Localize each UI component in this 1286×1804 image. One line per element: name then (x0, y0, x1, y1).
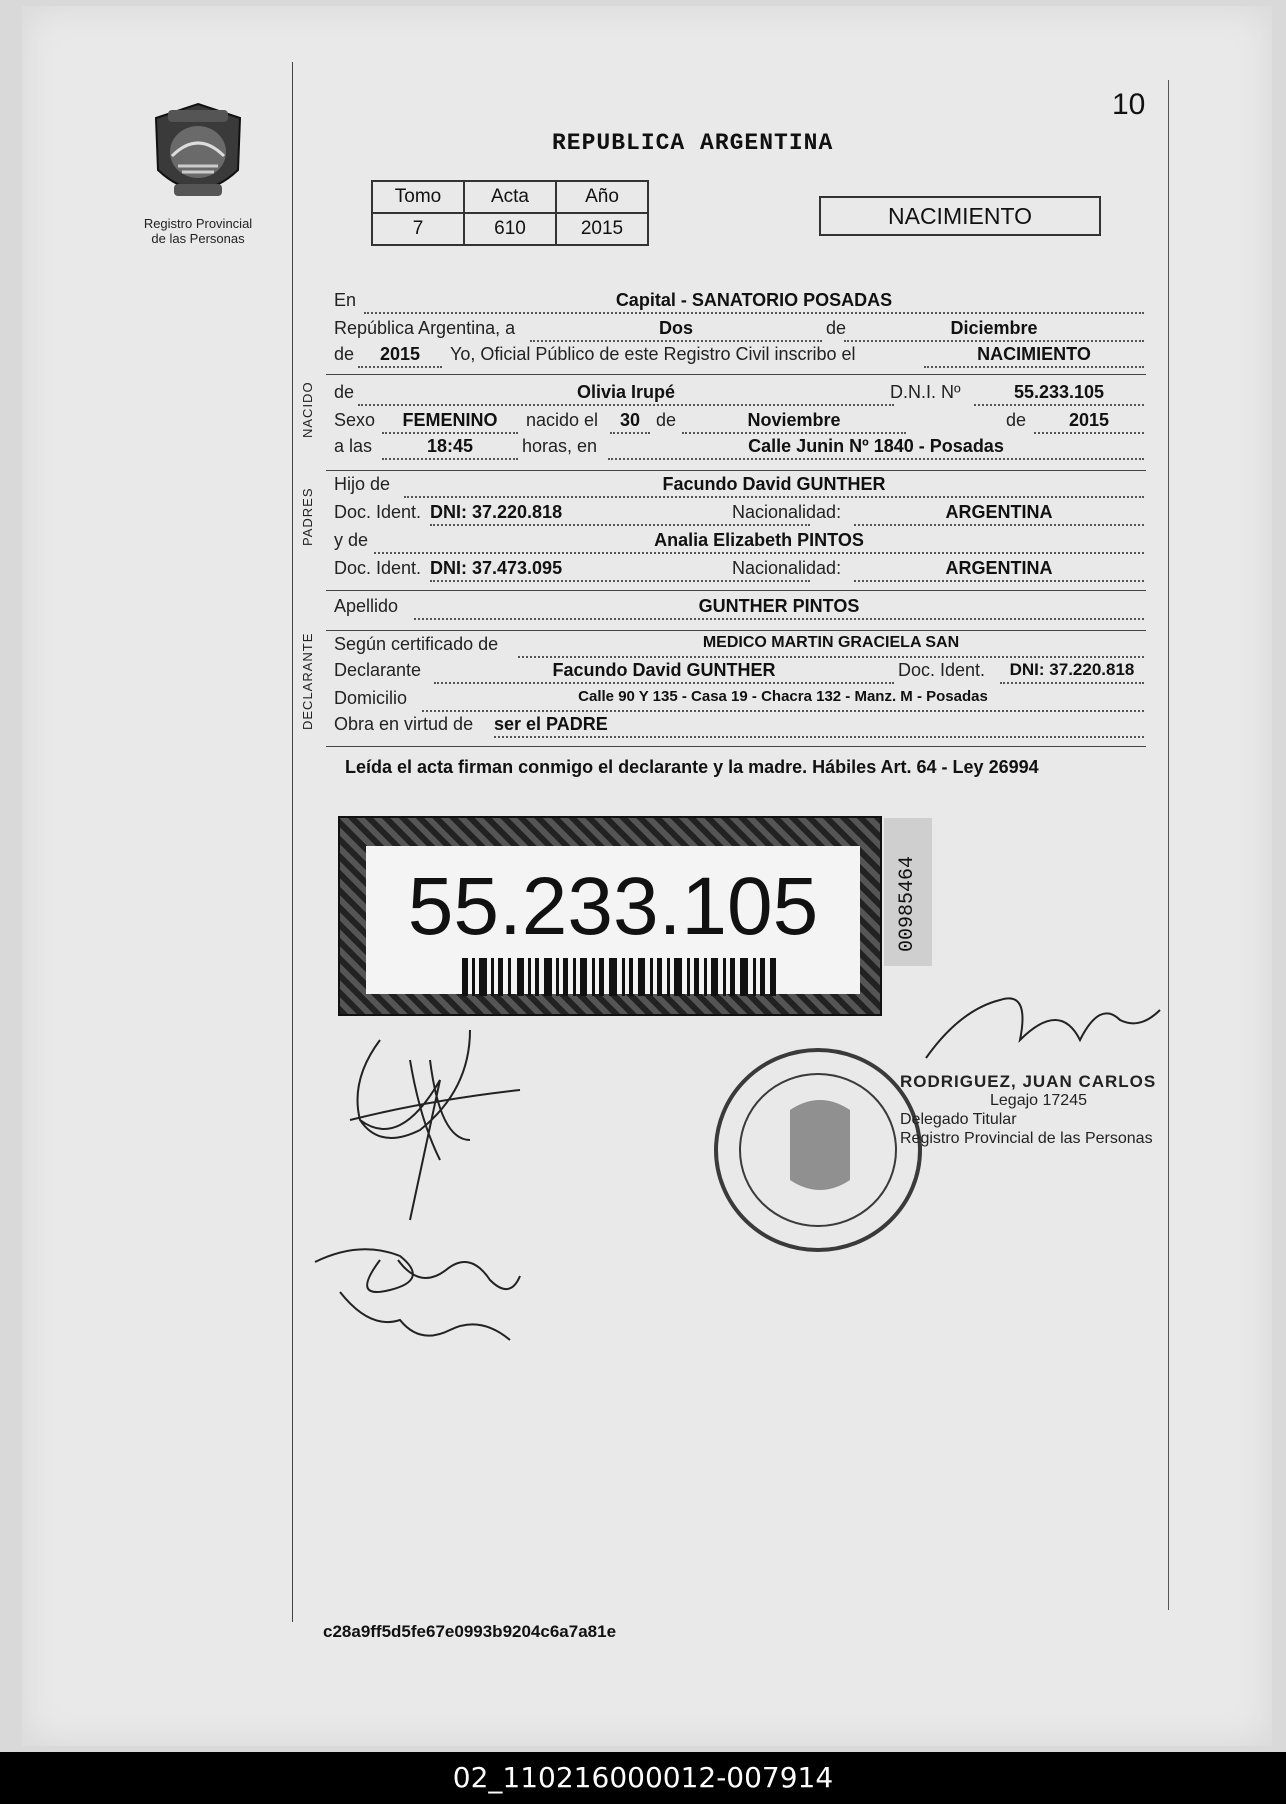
barcode (462, 958, 778, 996)
field-mother-doc: DNI: 37.473.095 (430, 558, 810, 582)
field-mother-nationality: ARGENTINA (854, 558, 1144, 582)
table-value-tomo: 7 (372, 213, 464, 245)
field-sex: FEMENINO (382, 410, 518, 434)
document-hash: c28a9ff5d5fe67e0993b9204c6a7a81e (323, 1622, 617, 1641)
row-republica (334, 318, 1146, 344)
table-value-acta: 610 (464, 213, 556, 245)
label-sexo: Sexo (334, 410, 376, 430)
field-day: Dos (530, 318, 822, 342)
separator (326, 746, 1146, 747)
table-header-acta: Acta (464, 181, 556, 213)
row-en (334, 290, 1146, 316)
label-de-year: de (334, 344, 355, 364)
label-doc-ident-mother: Doc. Ident. (334, 558, 422, 578)
sticker-serial: 00985464 (896, 855, 919, 952)
field-birth-time: 18:45 (382, 436, 518, 460)
row-mother-doc (334, 558, 1146, 584)
field-address: Calle 90 Y 135 - Casa 19 - Chacra 132 - Manz. M - Posadas (422, 688, 1144, 712)
row-surname (334, 596, 1146, 622)
document-title: REPUBLICA ARGENTINA (552, 130, 834, 156)
field-mother-name: Analia Elizabeth PINTOS (374, 530, 1144, 554)
label-de-year2: de (1006, 410, 1027, 430)
field-birth-place: Calle Junin Nº 1840 - Posadas (608, 436, 1144, 460)
section-label-nacido: NACIDO (300, 381, 315, 438)
separator (326, 590, 1146, 591)
official-role: Delegado Titular (900, 1111, 1017, 1128)
official-block (900, 1072, 1156, 1148)
row-address (334, 688, 1146, 714)
logo-caption-text: Registro Provincial de las Personas (143, 216, 253, 246)
label-de: de (826, 318, 847, 338)
label-y-de: y de (334, 530, 369, 550)
row-father-doc (334, 502, 1146, 528)
left-margin-line (292, 62, 293, 1622)
official-name: RODRIGUEZ, JUAN CARLOS (900, 1072, 1157, 1091)
field-birth-month: Noviembre (682, 410, 906, 434)
separator (326, 630, 1146, 631)
table-value-ano: 2015 (556, 213, 648, 245)
label-hijo-de: Hijo de (334, 474, 391, 494)
right-margin-line (1168, 80, 1169, 1610)
table-header-ano: Año (556, 181, 648, 213)
record-type-box: NACIMIENTO (819, 196, 1101, 236)
table-header-tomo: Tomo (372, 181, 464, 213)
footer-id-strip: 02_110216000012-007914 (0, 1752, 1286, 1804)
registry-table (371, 180, 649, 246)
field-child-dni: 55.233.105 (974, 382, 1144, 406)
field-child-name: Olivia Irupé (358, 382, 894, 406)
label-obra: Obra en virtud de (334, 714, 474, 734)
field-declarant: Facundo David GUNTHER (434, 660, 894, 684)
sticker-number: 55.233.105 (407, 861, 819, 952)
field-birth-year: 2015 (1034, 410, 1144, 434)
row-by-virtue (334, 714, 1146, 740)
label-doc-ident-declarant: Doc. Ident. (898, 660, 986, 680)
label-doc-ident: Doc. Ident. (334, 502, 422, 522)
field-month: Diciembre (844, 318, 1144, 342)
field-certificate-by: MEDICO MARTIN GRACIELA SAN (518, 634, 1144, 658)
label-republica: República Argentina, a (334, 318, 516, 338)
row-father (334, 474, 1146, 500)
sticker-label (366, 846, 860, 994)
province-logo (148, 100, 248, 212)
label-nacionalidad: Nacionalidad: (732, 502, 842, 522)
label-en: En (334, 290, 357, 310)
row-certificate (334, 634, 1146, 660)
separator (326, 374, 1146, 375)
field-declarant-doc: DNI: 37.220.818 (1000, 660, 1144, 684)
field-father-nationality: ARGENTINA (854, 502, 1144, 526)
label-declarante: Declarante (334, 660, 422, 680)
official-org: Registro Provincial de las Personas (900, 1130, 1153, 1147)
page-number: 10 (1112, 88, 1146, 121)
label-de-month: de (656, 410, 677, 430)
section-label-declarante: DECLARANTE (300, 632, 315, 730)
dni-sticker (338, 816, 882, 1016)
label-de-name: de (334, 382, 355, 402)
field-surname: GUNTHER PINTOS (414, 596, 1144, 620)
official-legajo: Legajo 17245 (990, 1092, 1087, 1109)
separator (326, 470, 1146, 471)
field-act-type: NACIMIENTO (924, 344, 1144, 368)
row-year (334, 344, 1146, 370)
label-apellido: Apellido (334, 596, 399, 616)
label-nacido-el: nacido el (526, 410, 599, 430)
field-father-doc: DNI: 37.220.818 (430, 502, 810, 526)
label-yo: Yo, Oficial Público de este Registro Civil inscribo el (450, 344, 856, 364)
row-name (334, 382, 1146, 408)
row-mother (334, 530, 1146, 556)
field-year: 2015 (358, 344, 442, 368)
logo-caption (128, 216, 268, 246)
field-birth-day: 30 (610, 410, 650, 434)
field-by-virtue-of: ser el PADRE (494, 714, 1144, 738)
label-domicilio: Domicilio (334, 688, 408, 708)
label-nacionalidad-mother: Nacionalidad: (732, 558, 842, 578)
label-horas-en: horas, en (522, 436, 598, 456)
field-place: Capital - SANATORIO POSADAS (364, 290, 1144, 314)
field-father-name: Facundo David GUNTHER (404, 474, 1144, 498)
label-a-las: a las (334, 436, 373, 456)
label-segun-cert: Según certificado de (334, 634, 499, 654)
label-dni: D.N.I. Nº (890, 382, 961, 402)
section-label-padres: PADRES (300, 487, 315, 546)
closing-note: Leída el acta firman conmigo el declarante y la madre. Hábiles Art. 64 - Ley 26994 (345, 757, 1039, 777)
row-time (334, 436, 1146, 462)
row-declarant (334, 660, 1146, 686)
row-sex (334, 410, 1146, 436)
